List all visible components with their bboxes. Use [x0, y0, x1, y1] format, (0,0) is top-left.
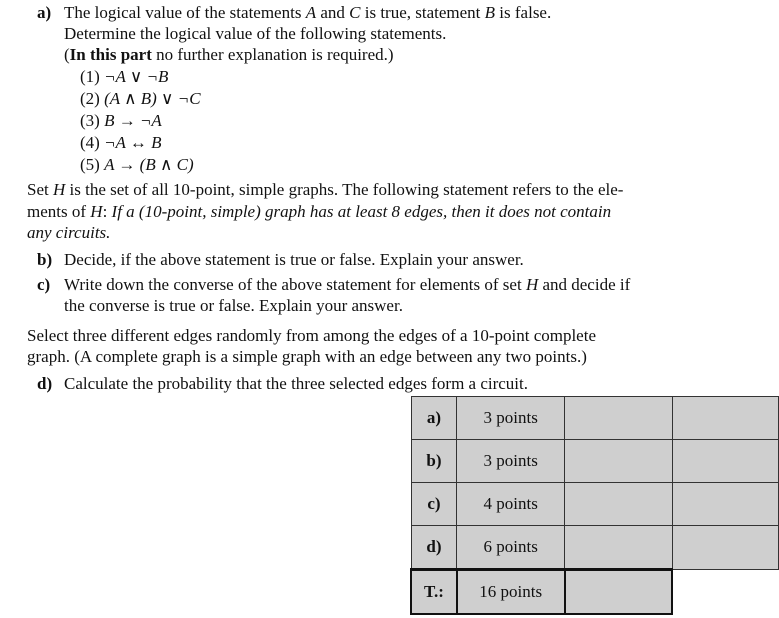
score-points: 6 points: [457, 526, 565, 570]
table-row: [411, 526, 779, 570]
table-row: [411, 397, 779, 440]
score-points: 3 points: [457, 397, 565, 440]
part-b-text: Decide, if the above statement is true or false. Explain your answer.: [64, 250, 524, 269]
set-h-line-1: Set H is the set of all 10-point, simple graphs. The following statement refers to the ele-: [27, 180, 624, 199]
total-points: 16 points: [457, 570, 565, 615]
score-part-label: d): [411, 526, 457, 570]
table-row: [411, 483, 779, 526]
statement-2: (2) (A ∧ B) ∨ ¬C: [80, 89, 201, 108]
part-a-label: a): [37, 3, 52, 22]
total-row: [411, 570, 779, 615]
part-a-line-2: Determine the logical value of the following statements.: [64, 24, 447, 43]
part-d-label: d): [37, 374, 53, 393]
score-awarded-cell: [565, 440, 672, 483]
part-c-label: c): [37, 275, 51, 294]
score-extra-cell: [672, 526, 778, 570]
score-points: 3 points: [457, 440, 565, 483]
statement-1: (1) ¬A ∨ ¬B: [80, 67, 169, 86]
score-awarded-cell: [565, 397, 672, 440]
part-a-line-3: (In this part no further explanation is required.): [64, 45, 394, 64]
score-part-label: a): [411, 397, 457, 440]
score-extra-cell: [672, 440, 778, 483]
score-part-label: b): [411, 440, 457, 483]
set-h-line-3: any circuits.: [27, 223, 111, 242]
part-d-text: Calculate the probability that the three selected edges form a circuit.: [64, 374, 529, 393]
part-b-label: b): [37, 250, 53, 269]
score-table: [410, 396, 779, 615]
set-h-line-2: ments of H: If a (10-point, simple) graph has at least 8 edges, then it does not contain: [27, 202, 612, 221]
statement-5: (5) A → (B ∧ C): [80, 155, 194, 174]
complete-graph-line-2: graph. (A complete graph is a simple graph with an edge between any two points.): [27, 347, 587, 366]
statement-4: (4) ¬A ↔ B: [80, 133, 162, 152]
score-extra-cell: [672, 483, 778, 526]
score-awarded-cell: [565, 483, 672, 526]
score-extra-cell: [672, 397, 778, 440]
total-label: T.:: [411, 570, 457, 615]
part-c-line-1: Write down the converse of the above statement for elements of set H and decide if: [64, 275, 631, 294]
table-row: [411, 440, 779, 483]
part-a-line-1: The logical value of the statements A and C is true, statement B is false.: [64, 3, 552, 22]
statement-3: (3) B → ¬A: [80, 111, 162, 130]
total-awarded-cell: [565, 570, 672, 615]
score-part-label: c): [411, 483, 457, 526]
complete-graph-line-1: Select three different edges randomly from among the edges of a 10-point complete: [27, 326, 596, 345]
part-c-line-2: the converse is true or false. Explain your answer.: [64, 296, 403, 315]
score-awarded-cell: [565, 526, 672, 570]
score-points: 4 points: [457, 483, 565, 526]
